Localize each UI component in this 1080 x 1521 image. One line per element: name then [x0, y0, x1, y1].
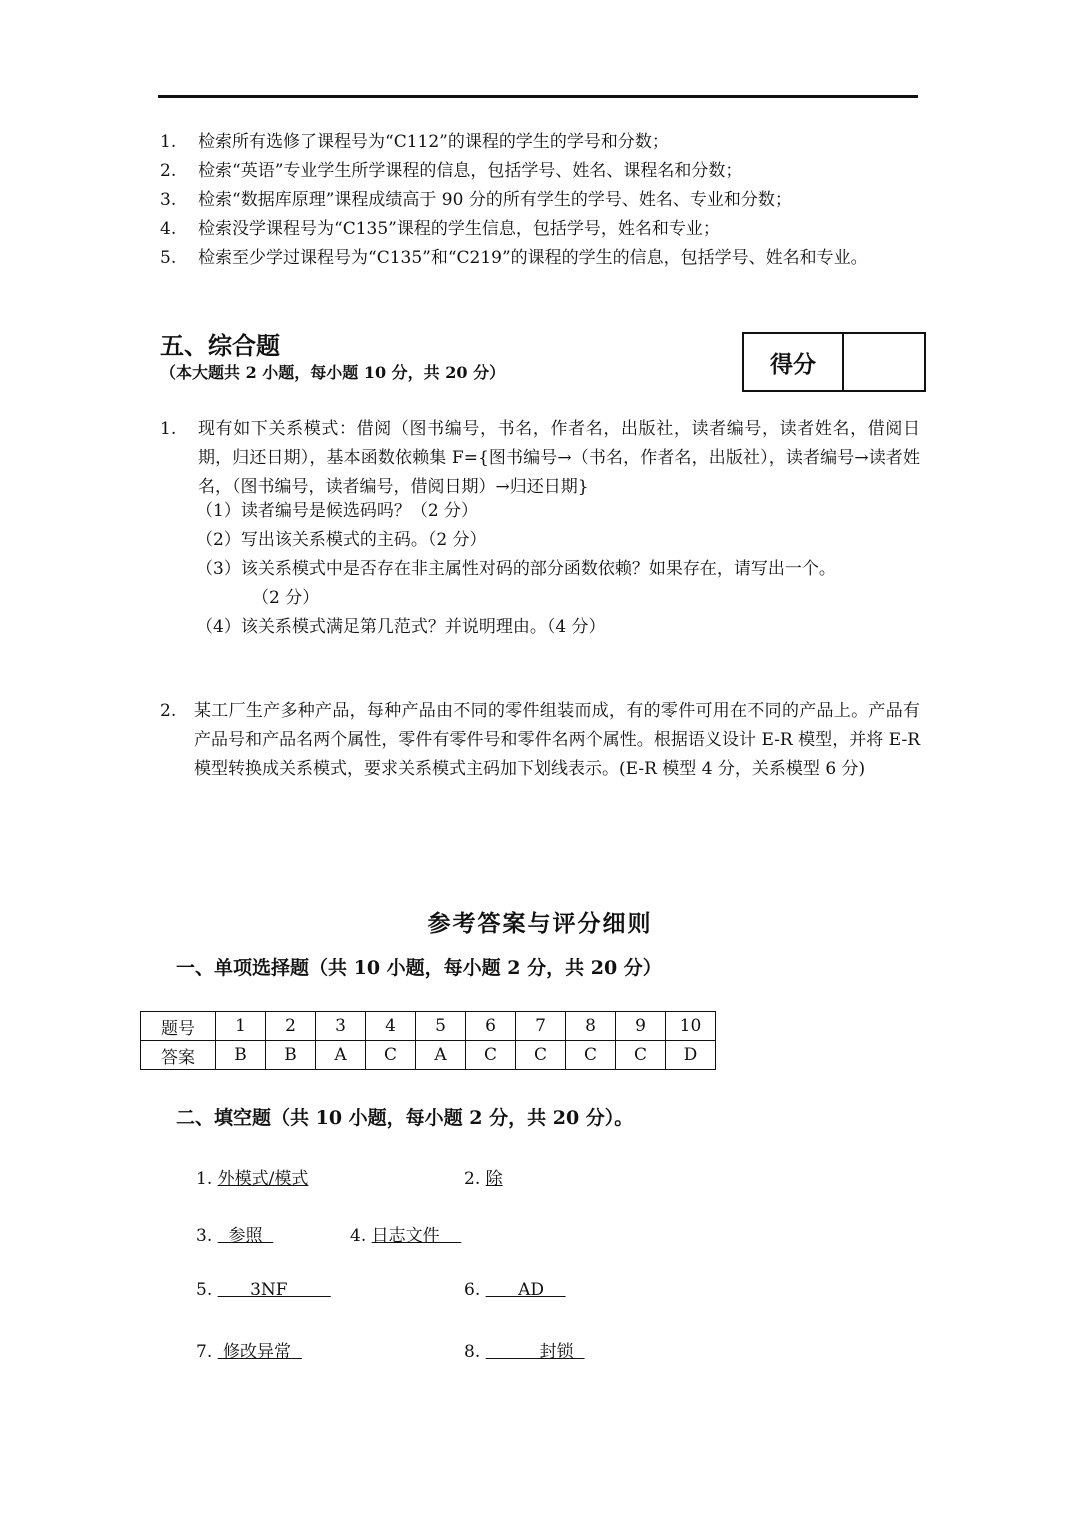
list-item: 2. 检索“英语”专业学生所学课程的信息，包括学号、姓名、课程名和分数； [160, 161, 743, 181]
question-text: 现有如下关系模式：借阅（图书编号，书名，作者名，出版社，读者编号，读者姓名，借阅日期，归还日期），基本函数依赖集 F={图书编号→（书名，作者名，出版社），读者编号→读者姓名，（图书编号，读者编号，借阅日期）→归还日期} [198, 419, 920, 497]
section5-question-1: 1. 现有如下关系模式：借阅（图书编号，书名，作者名，出版社，读者编号，读者姓名，借阅日期，归还日期），基本函数依赖集 F={图书编号→（书名，作者名，出版社），读者编号→读者姓名，（图书编号，读者编号，借阅日期）→归还日期} [160, 415, 920, 502]
table-row [141, 1012, 716, 1041]
fill-answer-7: 7. 修改异常 [196, 1342, 302, 1362]
table-header-cell: 题号 [141, 1012, 216, 1041]
list-item: 5. 检索至少学过课程号为“C135”和“C219”的课程的学生的信息，包括学号、姓名和专业。 [160, 248, 868, 268]
subquestion-list [196, 497, 926, 642]
table-header-cell: 答案 [141, 1041, 216, 1070]
table-cell: C [466, 1041, 516, 1070]
subquestion: （3）该关系模式中是否存在非主属性对码的部分函数依赖？如果存在，请写出一个。 [196, 559, 836, 579]
answer-section2-title: 二、填空题（共 10 小题，每小题 2 分，共 20 分）。 [176, 1107, 634, 1129]
answer-section1-title: 一、单项选择题（共 10 小题，每小题 2 分，共 20 分） [176, 957, 662, 979]
answer-key-title: 参考答案与评分细则 [427, 910, 653, 937]
table-cell: C [566, 1041, 616, 1070]
table-cell: 2 [266, 1012, 316, 1041]
list-item: 3. 检索“数据库原理”课程成绩高于 90 分的所有学生的学号、姓名、专业和分数； [160, 190, 792, 210]
table-row [141, 1041, 716, 1070]
section5-question-2: 2. 某工厂生产多种产品，每种产品由不同的零件组装而成，有的零件可用在不同的产品上。产品有产品号和产品名两个属性，零件有零件号和零件名两个属性。根据语义设计 E-R 模型，并将 E-R 模型转换成关系模式，要求关系模式主码加下划线表示。(E-R 模型 4 分，关系模型 6 分) [160, 697, 920, 784]
fill-answer-2: 2. 除 [464, 1169, 503, 1189]
table-cell: 3 [316, 1012, 366, 1041]
table-cell: A [416, 1041, 466, 1070]
fill-answer-3: 3. 参照 [196, 1226, 274, 1246]
score-box [742, 332, 926, 392]
table-cell: 6 [466, 1012, 516, 1041]
top-rule [158, 95, 918, 98]
fill-answer-8: 8. 封锁 [464, 1342, 585, 1362]
subquestion-continuation: （2 分） [252, 588, 320, 608]
table-cell: 9 [616, 1012, 666, 1041]
subquestion: （1）读者编号是候选码吗？（2 分） [196, 501, 479, 521]
table-cell: 5 [416, 1012, 466, 1041]
table-cell: 7 [516, 1012, 566, 1041]
section5-title: 五、综合题 [160, 331, 280, 360]
score-label: 得分 [744, 334, 844, 390]
subquestion: （4）该关系模式满足第几范式？并说明理由。（4 分） [196, 617, 606, 637]
table-cell: C [366, 1041, 416, 1070]
table-cell: C [616, 1041, 666, 1070]
fill-answer-4: 4. 日志文件 [350, 1226, 462, 1246]
list-item: 4. 检索没学课程号为“C135”课程的学生信息，包括学号，姓名和专业； [160, 219, 720, 239]
subquestion: （2）写出该关系模式的主码。（2 分） [196, 530, 487, 550]
section5-subtitle: （本大题共 2 小题，每小题 10 分，共 20 分） [160, 363, 506, 382]
table-cell: B [266, 1041, 316, 1070]
table-cell: A [316, 1041, 366, 1070]
score-blank [844, 334, 924, 390]
part4-question-list [160, 128, 940, 273]
table-cell: D [666, 1041, 716, 1070]
fill-answer-1: 1. 外模式/模式 [196, 1169, 309, 1189]
table-cell: C [516, 1041, 566, 1070]
table-cell: 1 [216, 1012, 266, 1041]
table-cell: B [216, 1041, 266, 1070]
question-text: 某工厂生产多种产品，每种产品由不同的零件组装而成，有的零件可用在不同的产品上。产品有产品号和产品名两个属性，零件有零件号和零件名两个属性。根据语义设计 E-R 模型，并将 E-R 模型转换成关系模式，要求关系模式主码加下划线表示。(E-R 模型 4 分，关系模型 6 分) [194, 701, 920, 779]
fill-answer-6: 6. AD [464, 1280, 566, 1300]
table-cell: 10 [666, 1012, 716, 1041]
answer-table [140, 1011, 716, 1070]
table-cell: 4 [366, 1012, 416, 1041]
fill-answer-5: 5. 3NF [196, 1280, 331, 1300]
list-item: 1. 检索所有选修了课程号为“C112”的课程的学生的学号和分数； [160, 132, 669, 152]
table-cell: 8 [566, 1012, 616, 1041]
